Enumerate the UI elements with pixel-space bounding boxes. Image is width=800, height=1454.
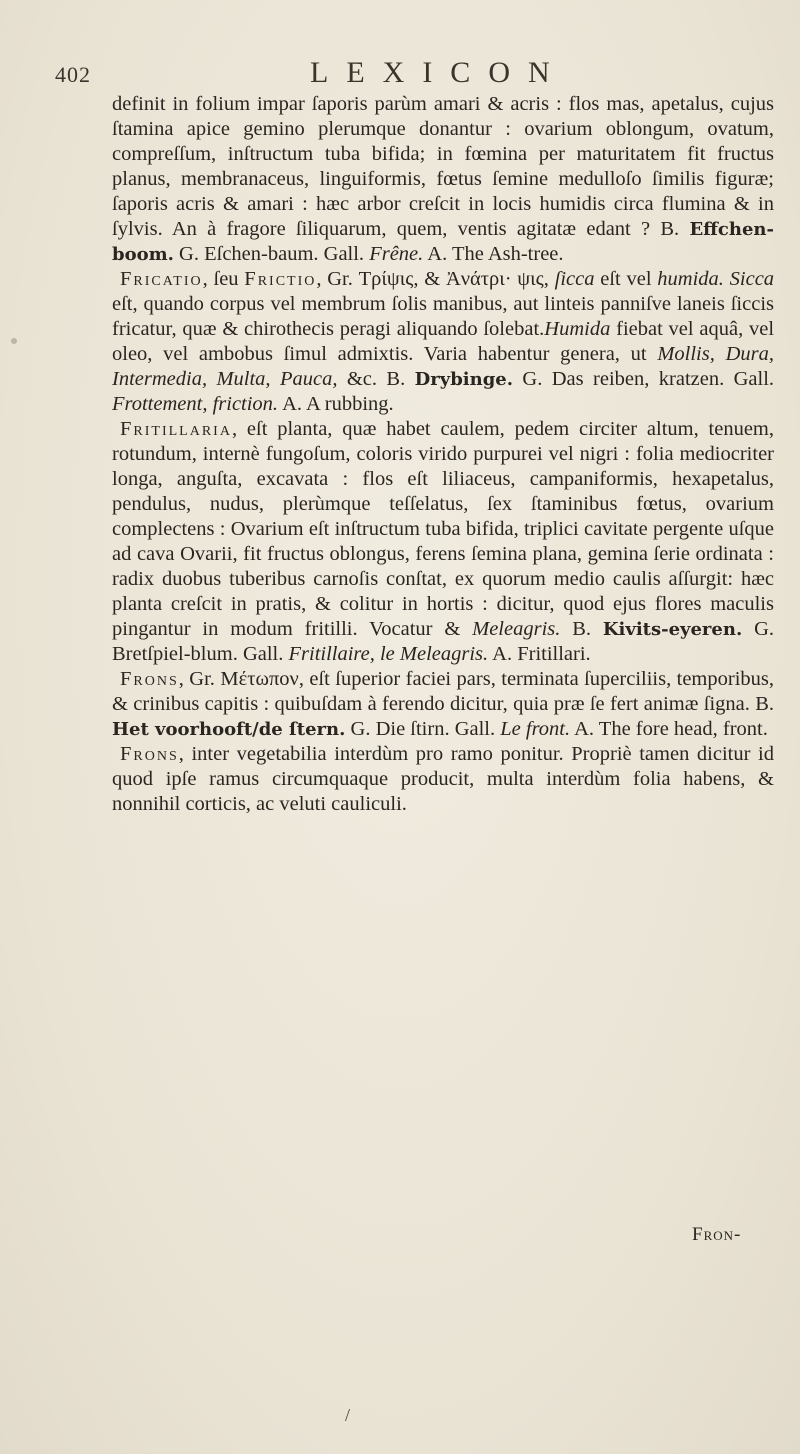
margin-spot	[11, 338, 17, 344]
german-term: Effchen-boom.	[112, 219, 774, 265]
french-term: Frottement, friction.	[112, 393, 279, 415]
headword: Fricatio	[120, 268, 203, 290]
french-term: Le front.	[500, 718, 571, 740]
headword: Frictio	[244, 268, 317, 290]
running-head: LEXICON	[310, 56, 568, 89]
greek-term: Ἀνάτρι· ψις	[445, 268, 544, 290]
entry-frons-face: Frons, Gr. Μέτωπον, eſt ſuperior faciei pars, terminata ſuperciliis, temporibus, & crinibus capitis : quibuſdam à ferendo dicitur, quia præ ſe fert animæ ſigna. B. Het voorhooft/de ſtern. G. Die ſtirn. Gall. Le front. A. The fore head, front.	[112, 668, 775, 740]
greek-term: Τρίψις	[358, 268, 414, 290]
entry-frons-plant: Frons, inter vegetabilia interdùm pro ramo ponitur. Propriè tamen dicitur id quod ipſe ramus circumquaque producit, multa interdùm folia habens, & nonnihil corticis, ac veluti cauliculi.	[112, 743, 774, 815]
entry-fritillaria: Fritillaria, eſt planta, quæ habet caulem, pedem circiter altum, tenuem, rotundum, internè fungoſum, coloris virido purpurei vel nigri : folia mediocriter longa, anguſta, excavata : flos eſt liliaceus, campaniformis, hexapetalus, pendulus, nudus, plerùmque teſſelatus, ſex ſtaminibus fœtus, ovarium complectens : Ovarium eſt inſtructum tuba bifida, triplici cavitate pergente uſque ad cava Ovarii, fit fructus oblongus, ferens ſemina plana, gemina ſerie ordinata : radix duobus tuberibus carnoſis conſtat, ex quorum medio caulis aſſurgit: hæc planta creſcit in pratis, & colitur in hortis : dicitur, quod ejus flores maculis pingantur in modum fritilli. Vocatur & Meleagris. B. Kivits-eyeren. G. Bretſpiel-blum. Gall. Fritillaire, le Meleagris. A. Fritillari.	[112, 418, 775, 665]
greek-term: Μέτωπον	[220, 668, 299, 690]
french-term: Frêne.	[369, 243, 424, 265]
entry-fricatio: Fricatio, ſeu Frictio, Gr. Τρίψις, & Ἀνάτρι· ψις, ſicca eſt vel humida. Sicca eſt, quando corpus vel membrum ſolis manibus, aut linteis panniſve laneis ſiccis fricatur, quæ & chirothecis peragi aliquando ſolebat.Humida fiebat vel aquâ, vel oleo, vel ambobus ſimul admixtis. Varia habentur genera, ut Mollis, Dura, Intermedia, Multa, Pauca, &c. B. Drybinge. G. Das reiben, kratzen. Gall. Frottement, friction. A. A rubbing.	[112, 268, 775, 415]
french-term: Fritillaire, le Meleagris.	[288, 643, 489, 665]
catchword: Fron-	[692, 1224, 742, 1245]
page-number: 402	[55, 62, 91, 87]
stray-ink-mark: /	[345, 1405, 351, 1425]
page-header	[55, 52, 675, 92]
german-term: Het voorhooft/de ſtern.	[112, 719, 346, 740]
headword: Fritillaria	[120, 418, 232, 440]
german-term: Kivits-eyeren.	[602, 619, 743, 640]
headword: Frons	[120, 668, 179, 690]
entry-continuation-ash: definit in folium impar ſaporis parùm amari & acris : flos mas, apetalus, cujus ſtamina apice gemino plerumque donantur : ovarium oblongum, ovatum, compreſſum, inſtructum tuba bifida; in fœmina per maturitatem fit fructus planus, membranaceus, linguiformis, fœtus ſemine medulloſo ſimilis figuræ; ſaporis acris & amari : hæc arbor creſcit in locis humidis circa flumina & in ſylvis. An à fragore ſiliquarum, quem, ventis agitatæ edant ? B. Effchen-boom. G. Eſchen-baum. Gall. Frêne. A. The Ash-tree.	[112, 93, 774, 265]
german-term: Drybinge.	[414, 369, 514, 390]
body-text	[112, 92, 774, 817]
headword: Frons	[120, 743, 179, 765]
